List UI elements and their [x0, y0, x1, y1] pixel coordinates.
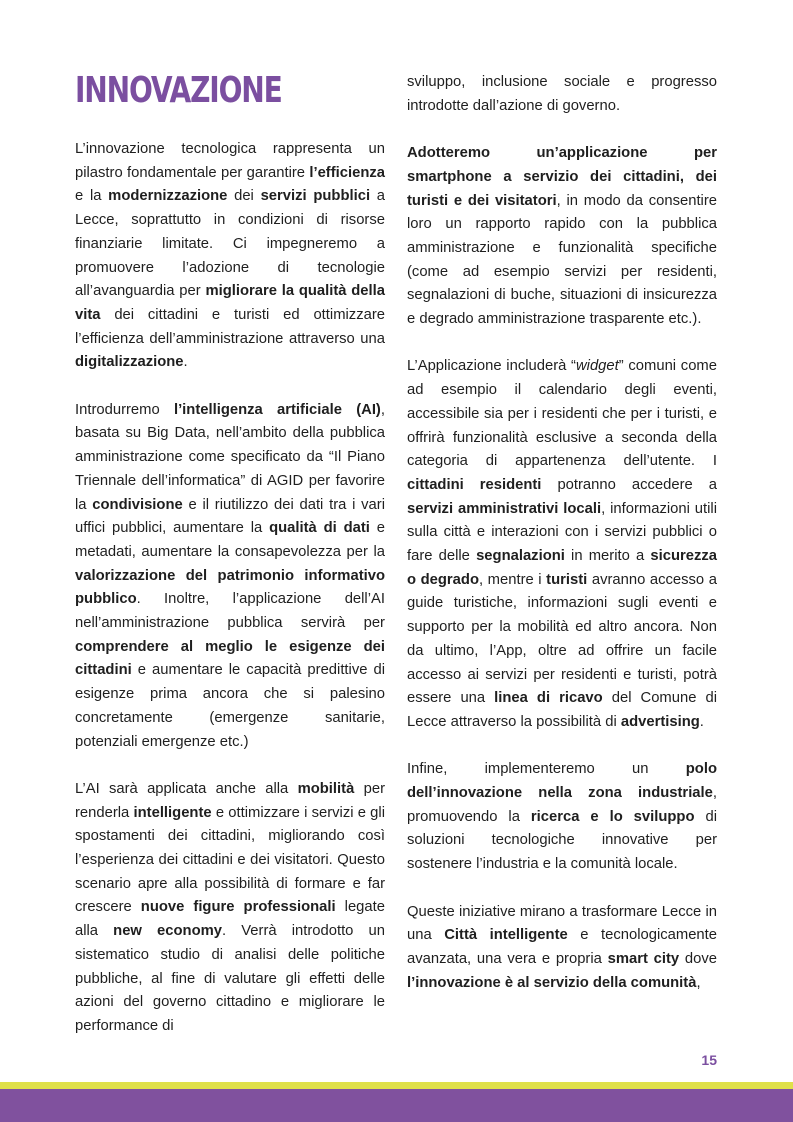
- bold-text-run: new economy: [113, 923, 223, 940]
- bold-text-run: turisti: [546, 571, 588, 588]
- bold-text-run: servizi pubblici: [260, 188, 371, 205]
- bold-text-run: segnalazioni: [476, 548, 565, 565]
- text-run: L’Applicazione includerà “: [407, 358, 576, 375]
- bold-text-run: comprendere al meglio le esigenze dei cittadini: [75, 638, 385, 679]
- text-run: avranno accesso a guide turistiche, informazioni sugli eventi e supporto per la mobilità ed altro ancora. Non da ultimo, l’App, oltre ad offrire un facile accesso ai servizi per residenti e turisti, potrà essere una: [407, 571, 717, 707]
- text-run: Introdurremo: [75, 401, 174, 418]
- text-run: e il riutilizzo dei dati tra i vari uffici pubblici, aumentare la: [75, 496, 385, 537]
- text-run: e metadati, aumentare la consapevolezza per la: [75, 520, 385, 560]
- bold-text-run: servizi amministrativi locali: [407, 500, 602, 517]
- text-run: e tecnologicamente avanzata, una vera e propria: [407, 927, 717, 967]
- text-run: di soluzioni tecnologiche innovative per sostenere l’industria e la comunità locale.: [407, 808, 717, 873]
- left-column: [75, 138, 385, 1062]
- paragraph: [407, 355, 717, 734]
- bold-text-run: Città intelligente: [444, 927, 568, 944]
- bold-text-run: intelligente: [133, 804, 212, 821]
- text-run: dei: [227, 188, 261, 205]
- bold-text-run: l’intelligenza artificiale (AI): [173, 401, 381, 418]
- text-run: , informazioni utili sulla città e interazioni con i servizi pubblici o fare delle: [407, 500, 718, 565]
- text-run: L’innovazione tecnologica rappresenta un pilastro fondamentale per garantire: [75, 141, 385, 181]
- text-run: dei cittadini e turisti ed ottimizzare l’efficienza dell’amministrazione attraverso una: [75, 306, 385, 347]
- bold-text-run: sicurezza o degrado: [407, 548, 717, 588]
- text-run: dove: [679, 950, 717, 967]
- bold-text-run: nuove figure professionali: [140, 899, 336, 916]
- bold-text-run: l’efficienza: [309, 164, 385, 181]
- footer-band-yellow: [0, 1082, 793, 1089]
- text-run: . Inoltre, l’applicazione dell’AI nell’amministrazione pubblica servirà per: [75, 591, 385, 632]
- text-run: e aumentare le capacità predittive di esigenze prima ancora che si palesino concretamente (emergenze sanitarie, potenziali emergenze etc.): [75, 662, 385, 750]
- bold-text-run: cittadini residenti: [407, 476, 542, 493]
- bold-text-run: valorizzazione del patrimonio informativo pubblico: [75, 567, 385, 608]
- text-run: , in modo da consentire loro un rapporto rapido con la pubblica amministrazione e funzionalità specifiche (come ad esempio servizi per residenti, segnalazioni di buche, situazioni di insicurezza e degrado amministrazione trasparente etc.).: [407, 192, 717, 328]
- text-run: legate alla: [75, 899, 385, 940]
- bold-text-run: migliorare la qualità della vita: [75, 283, 385, 323]
- text-run: sviluppo, inclusione sociale e progresso introdotte dall’azione di governo.: [407, 74, 717, 114]
- text-run: ,: [696, 974, 701, 991]
- bold-text-run: digitalizzazione: [75, 354, 184, 371]
- text-run: ” comuni come ad esempio il calendario degli eventi, accessibile sia per i residenti che per i turisti, e offrirà funzionalità esclusive a seconda della categoria di appartenenza dell’utente. I: [407, 358, 717, 470]
- paragraph: [75, 138, 385, 375]
- text-run: a Lecce, soprattutto in condizioni di risorse finanziarie limitate. Ci impegneremo a promuovere l’adozione di tecnologie all’avanguardia per: [75, 188, 386, 300]
- text-run: . Verrà introdotto un sistematico studio di analisi delle politiche pubbliche, al fine di valutare gli effetti delle azioni del governo cittadino e migliorare le performance di: [75, 923, 385, 1034]
- page-number: 15: [701, 1052, 717, 1068]
- text-run: , basata su Big Data, nell’ambito della pubblica amministrazione come specificato da “Il Piano Triennale dell’informatica” di AGID per favorire la: [75, 401, 385, 513]
- text-run: per renderla: [75, 780, 386, 821]
- bold-text-run: condivisione: [92, 496, 183, 513]
- text-run: del Comune di Lecce attraverso la possibilità di: [407, 690, 717, 730]
- text-run: , promuovendo la: [407, 785, 717, 825]
- right-column: [407, 71, 717, 1019]
- text-run: potranno accedere a: [541, 476, 717, 493]
- paragraph: [407, 71, 717, 118]
- italic-text-run: widget: [575, 358, 619, 375]
- bold-text-run: mobilità: [297, 780, 355, 797]
- text-run: .: [699, 713, 704, 730]
- bold-text-run: l’innovazione è al servizio della comunità: [407, 974, 697, 991]
- text-run: Queste iniziative mirano a trasformare Lecce in una: [407, 903, 717, 944]
- page-title: INNOVAZIONE: [75, 70, 282, 111]
- paragraph: [407, 142, 717, 332]
- bold-text-run: advertising: [620, 713, 700, 730]
- paragraph: [75, 778, 385, 1039]
- text-run: L’AI sarà applicata anche alla: [75, 780, 298, 797]
- footer-band-purple: [0, 1089, 793, 1122]
- bold-text-run: qualità di dati: [269, 520, 370, 537]
- text-run: e la: [75, 188, 109, 205]
- bold-text-run: smart city: [607, 950, 680, 967]
- text-run: e ottimizzare i servizi e gli spostamenti dei cittadini, migliorando così l’esperienza dei cittadini e dei visitatori. Questo scenario apre alla possibilità di formare e far crescere: [75, 804, 385, 916]
- paragraph: [407, 758, 717, 877]
- text-run: , mentre i: [478, 571, 547, 588]
- text-run: .: [183, 354, 188, 371]
- text-run: in merito a: [564, 548, 651, 565]
- bold-text-run: ricerca e lo sviluppo: [530, 808, 695, 825]
- bold-text-run: linea di ricavo: [494, 690, 603, 707]
- paragraph: [407, 901, 717, 996]
- paragraph: [75, 399, 385, 755]
- bold-text-run: polo dell’innovazione nella zona industriale: [407, 761, 717, 802]
- bold-text-run: Adotteremo un’applicazione per smartphone a servizio dei cittadini, dei turisti e dei visitatori: [407, 145, 717, 209]
- text-run: Infine, implementeremo un: [407, 761, 686, 778]
- bold-text-run: modernizzazione: [108, 188, 228, 205]
